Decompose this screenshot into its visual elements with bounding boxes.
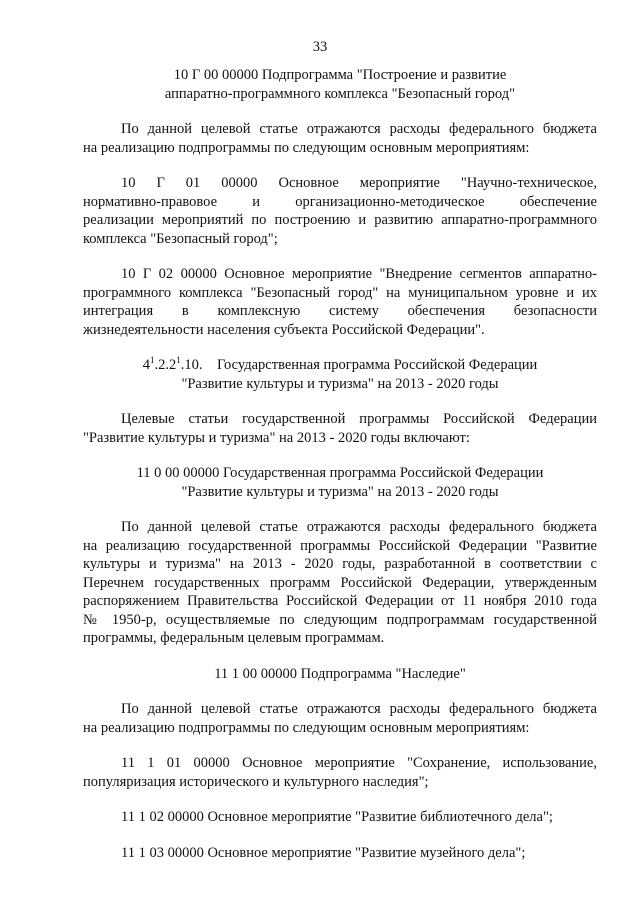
measure-line: комплекса "Безопасный город"; (83, 230, 278, 247)
heading-line: аппаратно-программного комплекса "Безопасный город" (164, 85, 516, 102)
paragraph-target-articles (83, 410, 597, 447)
paragraph-line: Целевые статьи государственной программы Российской Федерации (121, 411, 597, 427)
paragraph-line: Перечнем государственных программ Российской Федерации, утвержденным (83, 574, 597, 591)
paragraph-line: По данной целевой статье отражаются расходы федерального бюджета (121, 701, 597, 717)
measure-line: жизнедеятельности населения субъекта Российской Федерации". (83, 321, 485, 338)
paragraph-line: По данной целевой статье отражаются расходы федерального бюджета (121, 121, 597, 137)
measure-line: нормативно-правовое и организационно-методическое обеспечение (83, 193, 597, 210)
paragraph-line: на реализацию государственной программы Российской Федерации "Развитие (83, 537, 597, 554)
measure-line: популяризация исторического и культурного наследия"; (83, 773, 429, 790)
paragraph-line: распоряжением Правительства Российской Федерации от 11 ноября 2010 года (83, 593, 597, 609)
paragraph-expenses-11000 (83, 518, 597, 648)
section-heading-line (83, 356, 597, 375)
page-number: 33 (312, 39, 328, 55)
measure-11101 (83, 754, 597, 791)
paragraph-line: на реализацию подпрограммы по следующим основным мероприятиям: (83, 139, 530, 156)
measure-line: программного комплекса "Безопасный город" на муниципальном уровне и их (83, 284, 597, 301)
program-heading-11000 (83, 464, 597, 501)
paragraph-line: "Развитие культуры и туризма" на 2013 - 2020 годы включают: (83, 429, 470, 446)
measure-line: 11 1 03 00000 Основное мероприятие "Развитие музейного дела"; (121, 844, 526, 861)
measure-10G01 (83, 174, 597, 248)
measure-line: 11 1 01 00000 Основное мероприятие "Сохранение, использование, (121, 755, 597, 771)
section-heading-4-2-2-10 (83, 356, 597, 393)
section-heading-line: "Развитие культуры и туризма" на 2013 - 2020 годы (181, 375, 499, 392)
measure-10G02 (83, 265, 597, 339)
measure-line: 10 Г 01 00000 Основное мероприятие "Научно-техническое, (121, 175, 597, 191)
section-number: $4^1.2.2^1.10$. (142, 355, 203, 373)
subprogram-heading-11100 (83, 665, 597, 684)
heading-line: 11 0 00 00000 Государственная программа Российской Федерации (136, 465, 544, 481)
measure-line: 11 1 02 00000 Основное мероприятие "Развитие библиотечного дела"; (121, 809, 553, 825)
measure-line: реализации мероприятий по построению и развитию аппаратно-программного (83, 212, 597, 228)
paragraph-expenses-10G (83, 120, 597, 157)
subprogram-heading-10G (83, 66, 597, 103)
measure-11103 (83, 844, 597, 863)
paragraph-line: программы, федеральным целевым программам. (83, 630, 385, 646)
paragraph-line: По данной целевой статье отражаются расходы федерального бюджета (121, 519, 597, 535)
paragraph-line: № 1950-р, осуществляемые по следующим подпрограммам государственной (83, 611, 597, 628)
paragraph-line: на реализацию подпрограммы по следующим основным мероприятиям: (83, 719, 530, 736)
paragraph-expenses-11100 (83, 700, 597, 737)
document-body (83, 66, 597, 862)
measure-11102 (83, 808, 597, 827)
paragraph-line: культуры и туризма" на 2013 - 2020 годы, разработанной в соответствии с (83, 556, 597, 572)
heading-line: 11 1 00 00000 Подпрограмма "Наследие" (214, 665, 466, 682)
section-title: Государственная программа Российской Федерации (216, 357, 538, 373)
measure-line: 10 Г 02 00000 Основное мероприятие "Внедрение сегментов аппаратно- (121, 266, 597, 282)
heading-line: "Развитие культуры и туризма" на 2013 - 2020 годы (181, 483, 499, 500)
measure-line: интеграция в комплексную систему обеспечения безопасности (83, 303, 597, 319)
heading-line: 10 Г 00 00000 Подпрограмма "Построение и развитие (173, 67, 507, 83)
